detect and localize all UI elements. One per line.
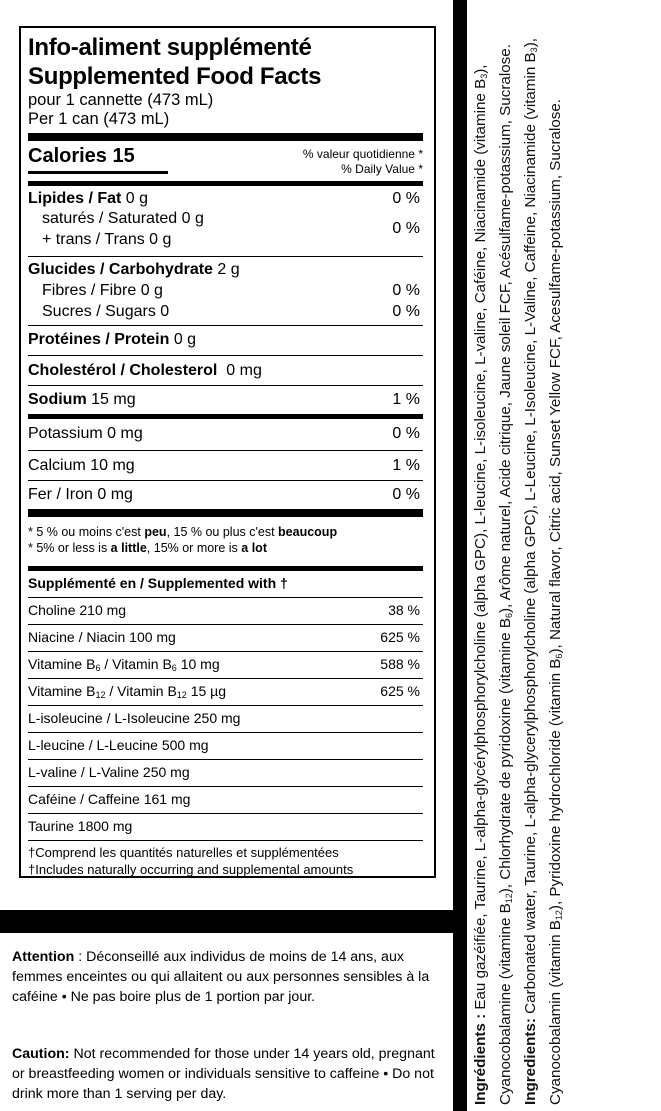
warning-fr-text: : Déconseillé aux individus de moins de 14 ans, aux femmes enceintes ou qui allaitent ou aux personnes sensibles à la caféine • Ne pas boire plus de 1 portion par jour.: [12, 949, 430, 1005]
horizontal-divider-bar: [0, 910, 467, 933]
potassium-dv: 0 %: [392, 425, 420, 442]
cholesterol-amount: 0 mg: [226, 362, 262, 379]
vertical-divider-bar: [453, 0, 467, 1111]
taurine-row: [28, 814, 423, 840]
ingredients-fr: Ingrédients : Eau gazéifiée, Taurine, L-alpha-glycérylphosphorylcholine (alpha GPC), L-leucine, L-isoleucine, L-valine, Caféine, Niacinamide (vitamine $B_3$), Cyanocobalamine (vitamine $B_{12}$), Chlorhydrate de pyridoxine (vitamine $B_6$), Arôme naturel, Acide citrique, Jaune soleil FCF, Acésulfame-potassium, Sucralose.: [472, 44, 514, 1105]
calcium-dv: 1 %: [392, 457, 420, 474]
footnote-en: * 5% or less is a little, 15% or more is a lot: [28, 541, 267, 555]
leucine-label: L-leucine / L-Leucine 500 mg: [28, 737, 209, 753]
dagger-footnote: [28, 841, 423, 878]
vitamin-b6-row: [28, 652, 423, 678]
footnote-fr: * 5 % ou moins c'est peu, 15 % ou plus c'est beaucoup: [28, 525, 338, 539]
potassium-label: Potassium 0 mg: [28, 425, 143, 442]
trans-label: + trans / Trans 0 g: [42, 231, 172, 248]
protein-row: [28, 326, 423, 355]
facts-title-en: Supplemented Food Facts: [28, 63, 322, 90]
serving-size-en: Per 1 can (473 mL): [28, 110, 170, 128]
choline-dv: 38 %: [388, 602, 420, 618]
ingredients-en: Ingredients: Carbonated water, Taurine, L-alpha-glycerylphosphorylcholine (alpha GPC), L-Leucine, L-Isoleucine, L-Valine, Caffeine, Niacinamide (vitamin $B_3$), Cyanocobalamin (vitamin $B_{12}$), Pyridoxine hydrochloride (vitamin $B_6$), Natural flavor, Citric acid, Sunset Yellow FCF, Acesulfame-potassium, Sucralose.: [522, 38, 564, 1105]
fat-label: Lipides / Fat: [28, 190, 122, 207]
carb-label: Glucides / Carbohydrate: [28, 261, 213, 278]
isoleucine-label: L-isoleucine / L-Isoleucine 250 mg: [28, 710, 241, 726]
protein-label: Protéines / Protein: [28, 331, 170, 348]
iron-row: [28, 481, 423, 509]
sodium-dv: 1 %: [392, 391, 420, 408]
nutrition-facts-panel: [19, 26, 436, 878]
facts-title-fr: Info-aliment supplémenté: [28, 34, 312, 61]
fat-dv: 0 %: [392, 190, 420, 207]
valine-label: L-valine / L-Valine 250 mg: [28, 764, 190, 780]
vitamin-b12-dv: 625 %: [380, 683, 420, 699]
divider-thick: [28, 509, 423, 517]
calcium-label: Calcium 10 mg: [28, 457, 135, 474]
iron-dv: 0 %: [392, 486, 420, 503]
vitamin-b6-dv: 588 %: [380, 656, 420, 672]
carb-amount: 2 g: [217, 261, 240, 278]
choline-row: [28, 598, 423, 624]
potassium-row: [28, 419, 423, 450]
isoleucine-row: [28, 706, 423, 732]
supplemented-heading: Supplémenté en / Supplemented with †: [28, 575, 288, 591]
calories-row: [28, 141, 423, 181]
sat-trans-dv: 0 %: [392, 220, 420, 237]
vitamin-b12-label: Vitamine $B_{12}$ / Vitamin $B_{12}$ 15 µg: [28, 683, 227, 700]
niacin-dv: 625 %: [380, 629, 420, 645]
warning-en: [12, 1044, 442, 1104]
caffeine-label: Caféine / Caffeine 161 mg: [28, 791, 191, 807]
choline-label: Choline 210 mg: [28, 602, 127, 618]
fat-group: [28, 186, 423, 256]
dagger-note-fr: †Comprend les quantités naturelles et supplémentées: [28, 845, 339, 860]
serving-size-fr: pour 1 cannette (473 mL): [28, 91, 214, 109]
protein-amount: 0 g: [173, 331, 197, 348]
calories-underline: [28, 171, 168, 174]
leucine-row: [28, 733, 423, 759]
calories-label: Calories 15: [28, 145, 135, 167]
carbohydrate-group: [28, 257, 423, 325]
niacin-row: [28, 625, 423, 651]
ingredients-block: [470, 5, 646, 1105]
vitamin-b6-label: Vitamine $B_6$ / Vitamin $B_6$ 10 mg: [28, 656, 220, 673]
cholesterol-row: [28, 356, 423, 385]
taurine-label: Taurine 1800 mg: [28, 818, 133, 834]
daily-value-heading-fr: % valeur quotidienne *: [302, 147, 423, 161]
dagger-note-en: †Includes naturally occurring and supplemental amounts: [28, 862, 354, 877]
valine-row: [28, 760, 423, 786]
fat-amount: 0 g: [125, 190, 149, 207]
warning-fr: [12, 947, 442, 1007]
daily-value-heading: [303, 147, 423, 177]
cholesterol-label: Cholestérol / Cholesterol: [28, 362, 218, 379]
sodium-label: Sodium: [28, 391, 87, 408]
warning-fr-label: Attention: [12, 949, 75, 965]
divider-thick: [28, 133, 423, 141]
fibre-label: Fibres / Fibre 0 g: [42, 282, 163, 299]
saturated-label: saturés / Saturated 0 g: [42, 210, 204, 227]
warning-en-text: Not recommended for those under 14 years old, pregnant or breastfeeding women or individuals sensitive to caffeine • Do not drink more than 1 serving per day.: [12, 1046, 435, 1102]
sodium-amount: 15 mg: [91, 391, 136, 408]
calcium-row: [28, 451, 423, 480]
fibre-dv: 0 %: [392, 282, 420, 299]
niacin-label: Niacine / Niacin 100 mg: [28, 629, 176, 645]
sugars-dv: 0 %: [392, 303, 420, 320]
daily-value-footnote: [28, 517, 423, 566]
iron-label: Fer / Iron 0 mg: [28, 486, 133, 503]
caffeine-row: [28, 787, 423, 813]
warning-en-label: Caution:: [12, 1046, 70, 1062]
sodium-row: [28, 386, 423, 414]
daily-value-heading-en: % Daily Value *: [341, 162, 423, 176]
sugars-label: Sucres / Sugars 0: [42, 303, 170, 320]
vitamin-b12-row: [28, 679, 423, 705]
